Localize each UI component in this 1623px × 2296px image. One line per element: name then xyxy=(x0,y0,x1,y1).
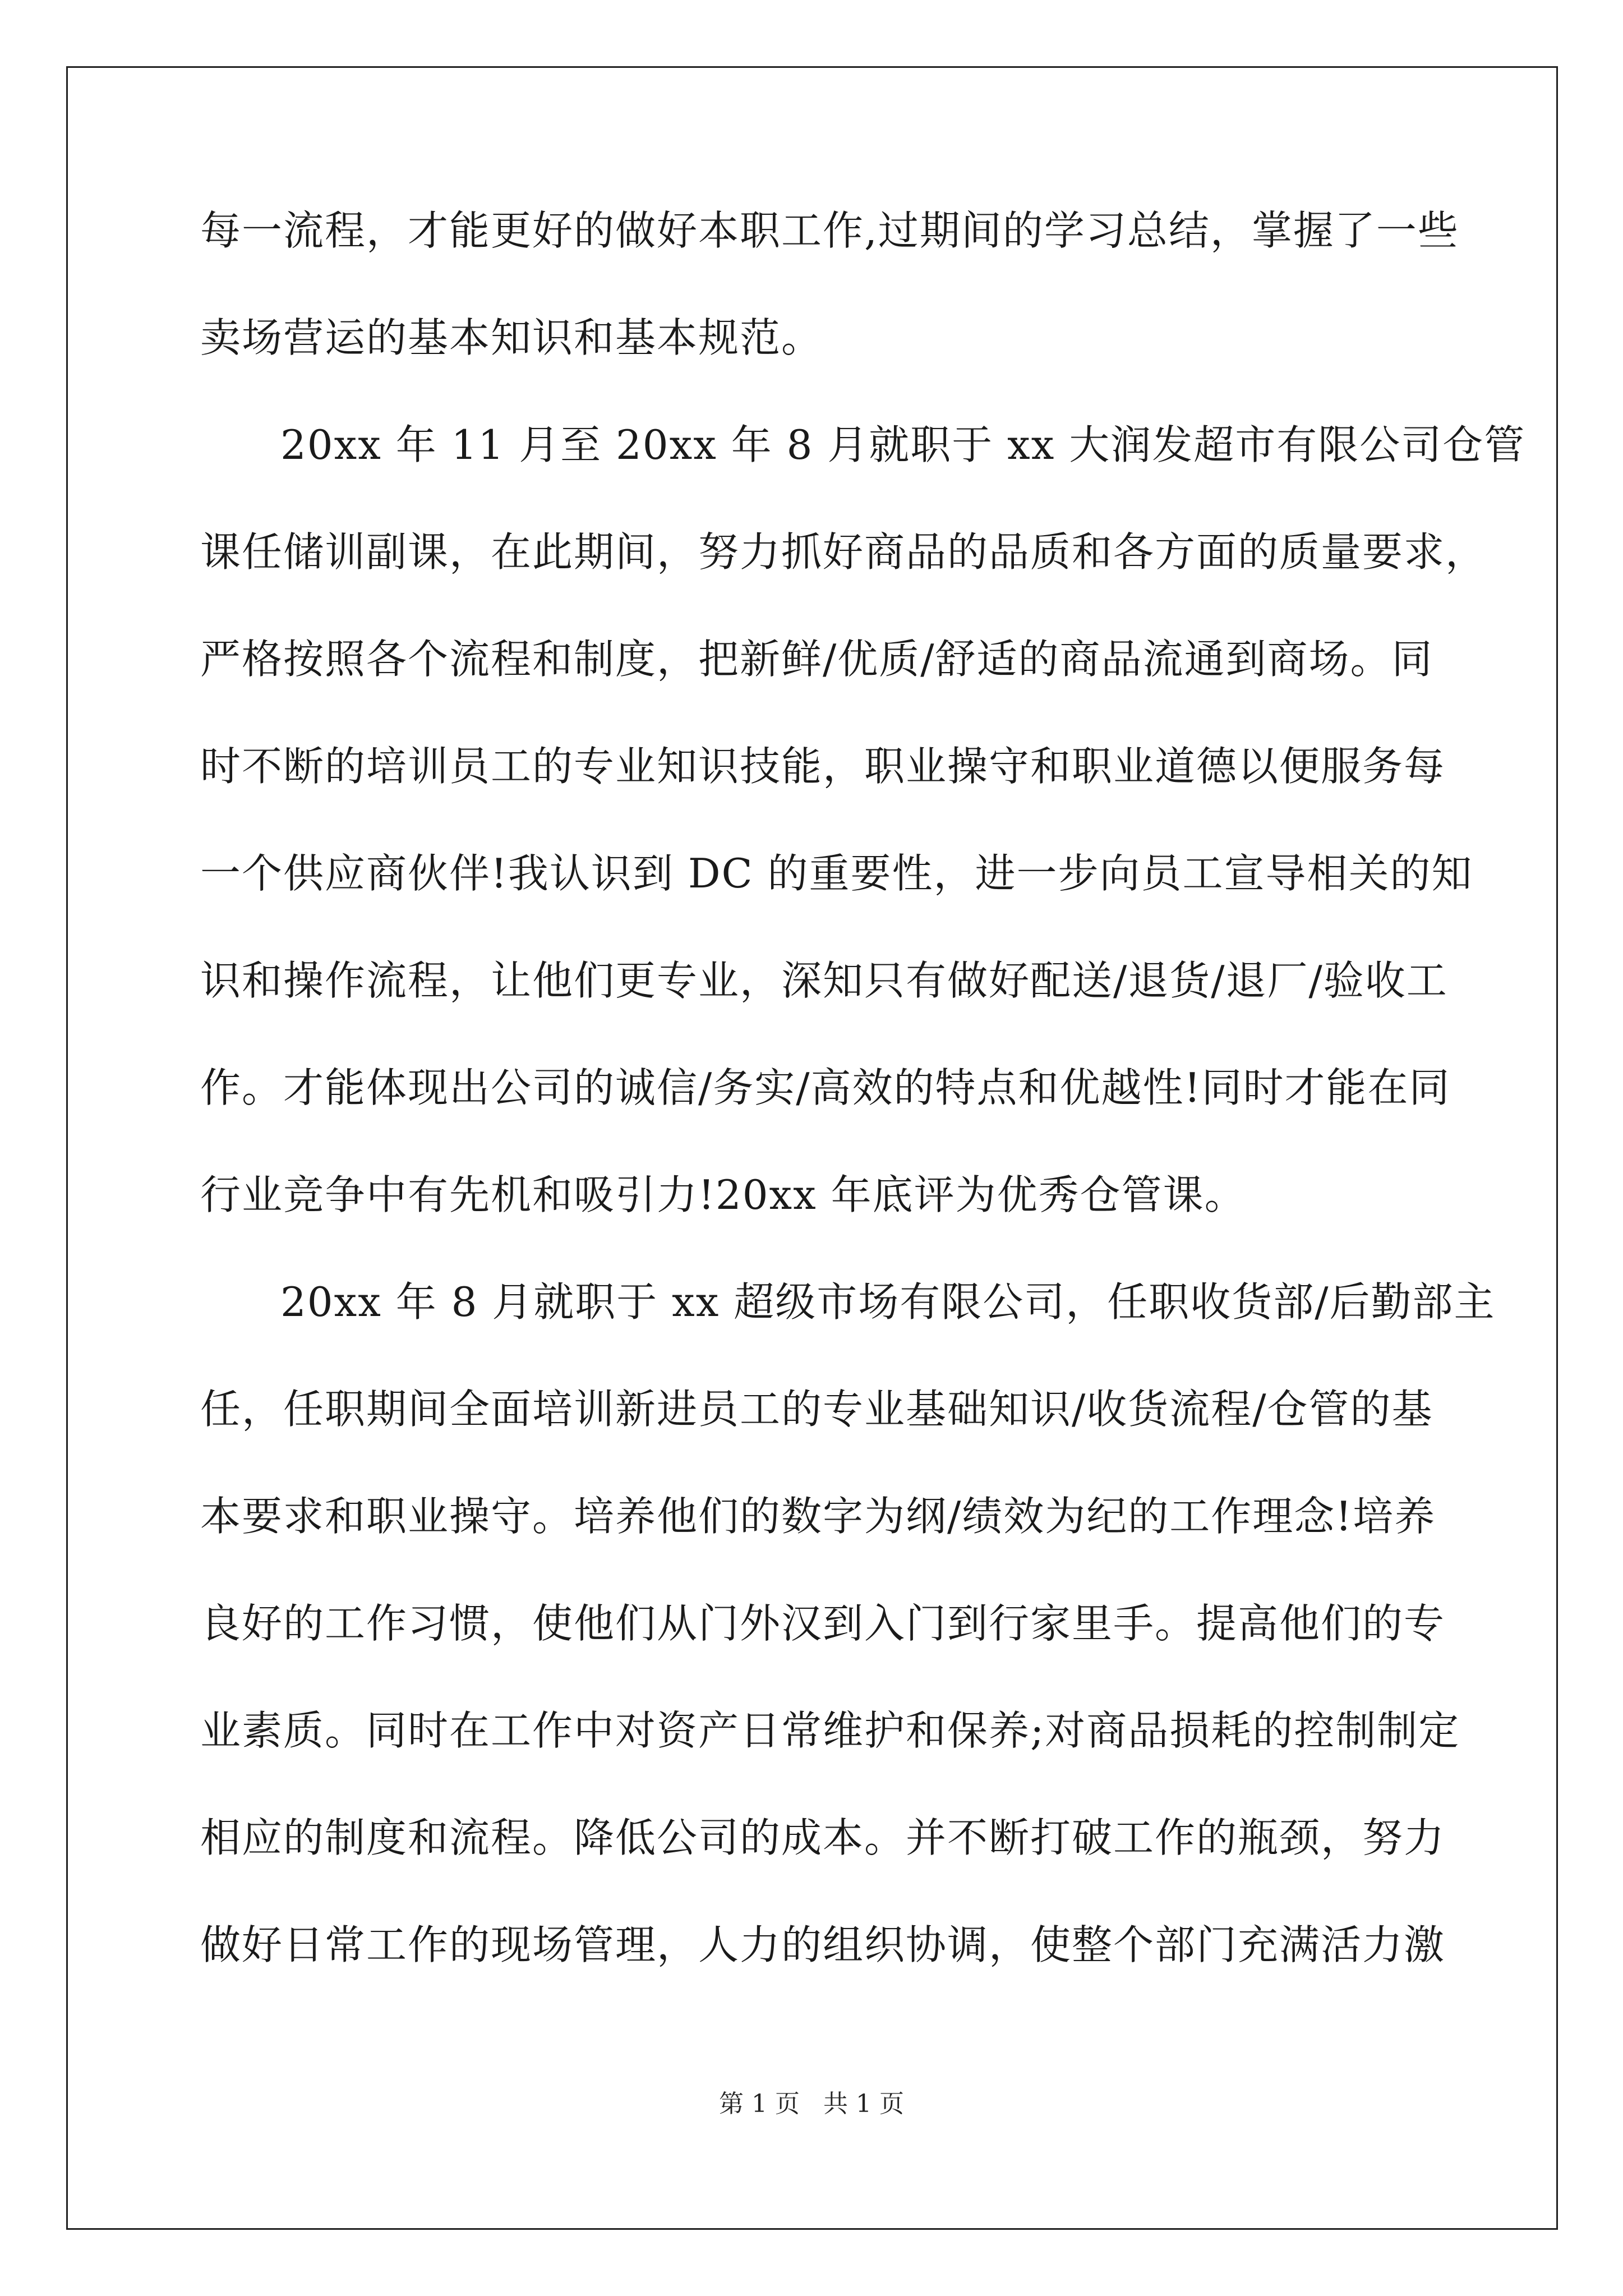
text-line: 课任储训副课，在此期间，努力抓好商品的品质和各方面的质量要求， xyxy=(200,528,1487,576)
page-footer xyxy=(0,2092,1623,2116)
page-count: 共 1 页 xyxy=(823,2090,904,2118)
paragraph-start-line: 20xx 年 11 月至 20xx 年 8 月就职于 xx 大润发超市有限公司仓管 xyxy=(280,421,1526,468)
text-line: 本要求和职业操守。培养他们的数字为纲/绩效为纪的工作理念!培养 xyxy=(200,1493,1436,1540)
text-line: 时不断的培训员工的专业知识技能，职业操守和职业道德以便服务每 xyxy=(200,743,1446,790)
text-line: 每一流程，才能更好的做好本职工作,过期间的学习总结，掌握了一些 xyxy=(200,207,1459,254)
text-line: 相应的制度和流程。降低公司的成本。并不断打破工作的瓶颈，努力 xyxy=(200,1814,1446,1861)
text-line: 卖场营运的基本知识和基本规范。 xyxy=(200,314,823,361)
text-line: 任，任职期间全面培训新进员工的专业基础知识/收货流程/仓管的基 xyxy=(200,1386,1433,1433)
text-line: 行业竞争中有先机和吸引力!20xx 年底评为优秀仓管课。 xyxy=(200,1171,1246,1218)
text-line: 业素质。同时在工作中对资产日常维护和保养;对商品损耗的控制制定 xyxy=(200,1707,1460,1754)
text-line: 一个供应商伙伴!我认识到 DC 的重要性，进一步向员工宣导相关的知 xyxy=(200,850,1473,897)
page-number: 第 1 页 xyxy=(719,2090,800,2118)
document-body xyxy=(200,207,1526,2032)
text-line: 做好日常工作的现场管理，人力的组织协调，使整个部门充满活力激 xyxy=(200,1921,1446,1968)
text-line: 良好的工作习惯，使他们从门外汉到入门到行家里手。提高他们的专 xyxy=(200,1600,1446,1647)
text-line: 严格按照各个流程和制度，把新鲜/优质/舒适的商品流通到商场。同 xyxy=(200,636,1433,683)
text-line: 作。才能体现出公司的诚信/务实/高效的特点和优越性!同时才能在同 xyxy=(200,1064,1451,1111)
text-line: 识和操作流程，让他们更专业，深知只有做好配送/退货/退厂/验收工 xyxy=(200,957,1448,1004)
paragraph-start-line: 20xx 年 8 月就职于 xx 超级市场有限公司，任职收货部/后勤部主 xyxy=(280,1278,1496,1326)
